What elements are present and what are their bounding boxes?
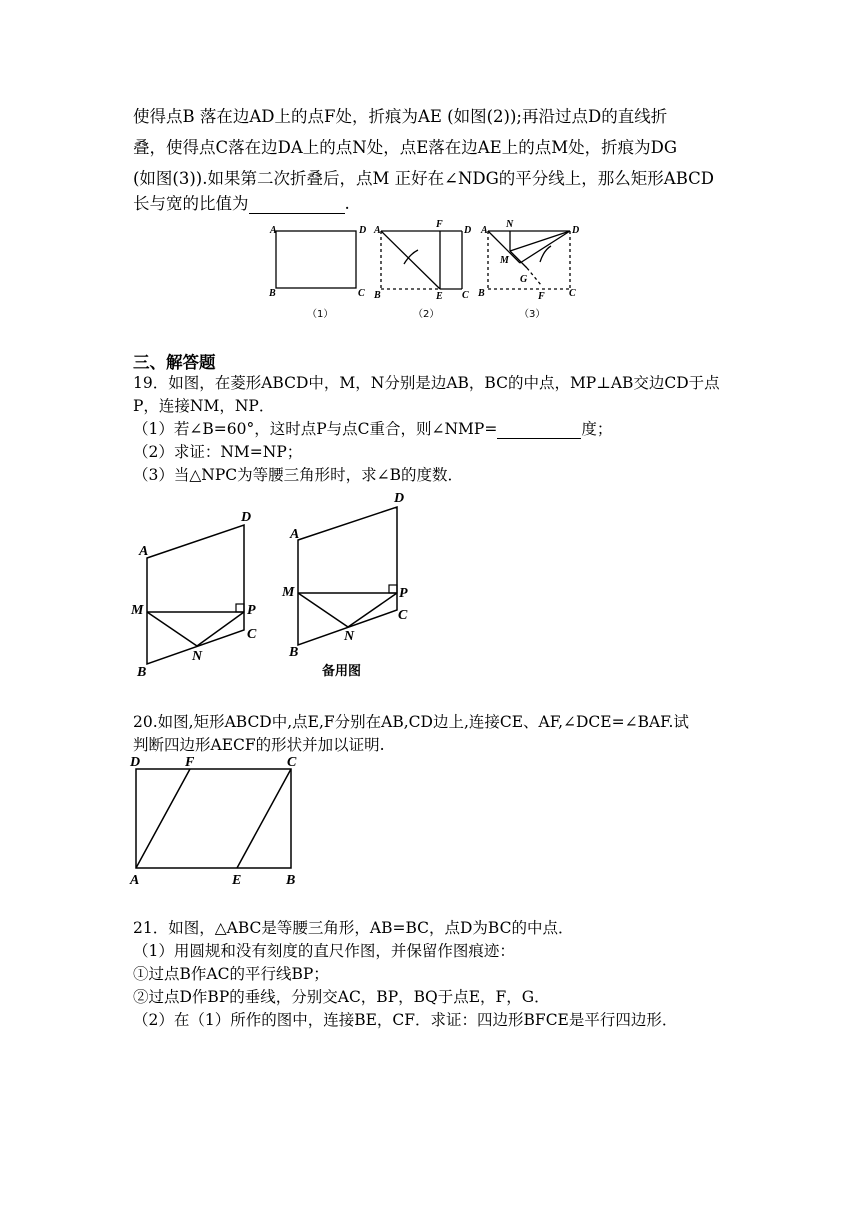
- q18-f3-label-d: D: [572, 225, 580, 236]
- q18-f3-label-b: B: [478, 288, 485, 299]
- q18-f3-label-n: N: [506, 219, 514, 230]
- q21-sub2: （2）在（1）所作的图中，连接BE，CF．求证：四边形BFCE是平行四边形．: [133, 1011, 678, 1029]
- q19-f2-label-c: C: [398, 608, 408, 623]
- q21-sub1: （1）用圆规和没有刻度的直尺作图，并保留作图痕迹：: [133, 942, 515, 960]
- q19-sub2: （2）求证：NM=NP；: [133, 443, 303, 461]
- q18-line2: 叠，使得点C落在边DA上的点N处，点E落在边AE上的点M处，折痕为DG: [133, 138, 678, 157]
- q18-caption-3: （3）: [519, 309, 546, 320]
- q18-f2-label-d: D: [464, 225, 472, 236]
- q21-item2: ②过点D作BP的垂线，分别交AC，BP，BQ于点E，F，G．: [133, 988, 550, 1006]
- q20-line1: 20.如图,矩形ABCD中,点E,F分别在AB,CD边上,连接CE、AF,∠DCE=∠BAF.试: [133, 713, 689, 731]
- q18-f2-label-b: B: [374, 290, 381, 301]
- q18-f3-label-g: G: [520, 274, 528, 285]
- q18-f1-label-d: D: [359, 225, 367, 236]
- q18-caption-2: （2）: [413, 309, 440, 320]
- q18-f2-label-e: E: [436, 291, 443, 302]
- q19-f1-label-c: C: [247, 627, 257, 642]
- q20-rectangle: [136, 769, 291, 868]
- q19-f1-label-m: M: [131, 603, 144, 618]
- q18-f3-label-f: F: [538, 291, 545, 302]
- q18-f2-label-c: C: [462, 290, 469, 301]
- q18-line4-end: .: [344, 194, 350, 213]
- q19-sub1-end: 度；: [581, 420, 613, 438]
- q18-f1-label-c: C: [358, 288, 365, 299]
- q18-f1-label-b: B: [269, 288, 276, 299]
- q18-f2-label-f: F: [436, 219, 443, 230]
- q18-f2-label-a: A: [374, 225, 381, 236]
- section-heading: 三、解答题: [133, 353, 216, 372]
- q18-f3-label-m: M: [500, 255, 509, 266]
- q18-caption-1: （1）: [307, 309, 334, 320]
- q19-line2: P，连接NM，NP．: [133, 397, 275, 415]
- q19-f2-label-a: A: [290, 527, 300, 542]
- q20-label-c: C: [287, 755, 297, 770]
- q19-f2-label-b: B: [289, 645, 299, 660]
- q19-f1-label-d: D: [241, 510, 252, 525]
- q19-sub1-text: （1）若∠B=60°，这时点P与点C重合，则∠NMP=: [133, 420, 498, 438]
- q18-line4-text: 长与宽的比值为: [133, 194, 249, 213]
- q20-label-b: B: [286, 873, 296, 888]
- q19-f2-label-p: P: [399, 586, 408, 601]
- q19-f1-label-n: N: [192, 649, 203, 664]
- q19-sub3: （3）当△NPC为等腰三角形时，求∠B的度数．: [133, 466, 464, 484]
- q19-f2-label-m: M: [282, 585, 295, 600]
- q18-line3: (如图(3)).如果第二次折叠后，点M 正好在∠NDG的平分线上，那么矩形ABCD: [133, 169, 715, 188]
- q18-f1-label-a: A: [270, 225, 277, 236]
- q19-f1-label-p: P: [247, 603, 256, 618]
- q18-f3-label-a: A: [481, 225, 488, 236]
- q20-line2: 判断四边形AECF的形状并加以证明.: [133, 736, 385, 754]
- q19-line1: 19．如图，在菱形ABCD中，M，N分别是边AB，BC的中点，MP⊥AB交边CD于点: [133, 374, 720, 392]
- q20-label-a: A: [130, 873, 140, 888]
- q19-f2-label-n: N: [344, 629, 355, 644]
- q19-f1-label-a: A: [139, 544, 149, 559]
- q19-spare-caption: 备用图: [322, 664, 362, 679]
- q19-f2-label-d: D: [394, 491, 405, 506]
- q18-f3-label-c: C: [569, 288, 576, 299]
- q18-line1: 使得点B 落在边AD上的点F处，折痕为AE (如图(2));再沿过点D的直线折: [133, 107, 668, 126]
- q19-f1-label-b: B: [137, 665, 147, 680]
- q21-item1: ①过点B作AC的平行线BP；: [133, 965, 329, 983]
- q20-label-f: F: [185, 755, 195, 770]
- q20-label-d: D: [130, 755, 141, 770]
- q20-label-e: E: [232, 873, 242, 888]
- q21-line1: 21．如图，△ABC是等腰三角形，AB=BC，点D为BC的中点．: [133, 919, 574, 937]
